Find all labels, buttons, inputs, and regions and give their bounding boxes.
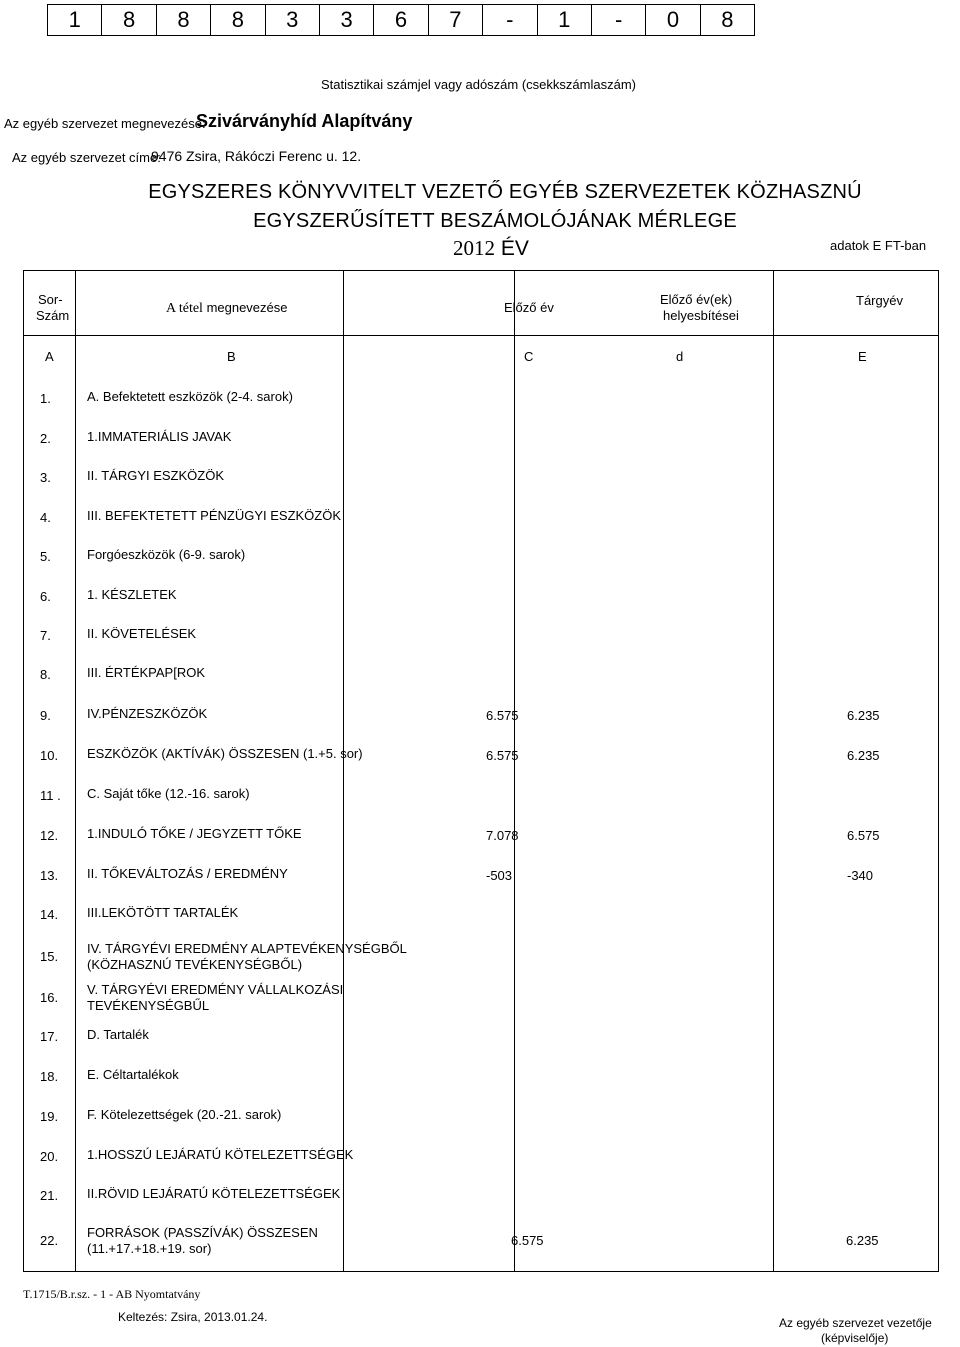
header-corr-top: Előző év(ek) — [660, 292, 733, 307]
row-number: 16. — [40, 990, 59, 1005]
dated: Keltezés: Zsira, 2013.01.24. — [118, 1310, 268, 1324]
header-sor-bottom: Szám — [36, 308, 70, 323]
tax-digit-box: 1 — [68, 7, 81, 32]
prev-year-value: -503 — [486, 868, 513, 883]
row-label: ESZKÖZÖK (AKTÍVÁK) ÖSSZESEN (1.+5. sor) — [87, 746, 363, 761]
header-prev-year: Előző év — [504, 300, 554, 315]
row-number: 1. — [40, 391, 51, 406]
prev-year-value: 6.575 — [486, 708, 519, 723]
row-label: V. TÁRGYÉVI EREDMÉNY VÁLLALKOZÁSI — [87, 982, 344, 997]
tax-digit-box: 7 — [428, 5, 482, 35]
header-sor-top: Sor- — [38, 292, 63, 307]
row-number: 2. — [40, 431, 51, 446]
row-number: 4. — [40, 510, 51, 525]
row-label: III.LEKÖTÖTT TARTALÉK — [87, 905, 239, 920]
row-label: D. Tartalék — [87, 1027, 149, 1042]
row-label: 1.INDULÓ TŐKE / JEGYZETT TŐKE — [87, 826, 302, 841]
tax-digit-box: 6 — [373, 5, 427, 35]
letter-d: d — [676, 349, 684, 364]
header-item-name — [166, 300, 288, 317]
form-code: T.1715/B.r.sz. - 1 - AB Nyomtatvány — [23, 1287, 201, 1301]
tax-digit-box: 8 — [156, 5, 210, 35]
row-number: 19. — [40, 1109, 59, 1124]
row-number: 21. — [40, 1188, 59, 1203]
org-name-label: Az egyéb szervezet megnevezése: — [4, 116, 206, 131]
current-year-value: 6.575 — [847, 828, 880, 843]
prev-year-value: 6.575 — [511, 1233, 544, 1248]
row-label: A. Befektetett eszközök (2-4. sarok) — [87, 389, 293, 404]
row-number: 11 . — [40, 788, 61, 803]
units-note: adatok E FT-ban — [830, 238, 927, 253]
row-number: 18. — [40, 1069, 59, 1084]
year-suffix: ÉV — [500, 237, 529, 260]
tax-number-caption: Statisztikai számjel vagy adószám (csekkszámlaszám) — [321, 77, 636, 92]
letter-e: E — [858, 349, 867, 364]
header-item-name-a: A tétel — [166, 301, 203, 316]
row-number: 12. — [40, 828, 59, 843]
row-label: IV. TÁRGYÉVI EREDMÉNY ALAPTEVÉKENYSÉGBŐL — [87, 941, 407, 956]
org-name-value: Szivárványhíd Alapítvány — [196, 111, 413, 131]
year-number: 2012 — [453, 236, 495, 260]
tax-digit-box: 3 — [319, 5, 373, 35]
row-label: II. KÖVETELÉSEK — [87, 626, 197, 641]
current-year-value: 6.235 — [846, 1233, 879, 1248]
row-number: 9. — [40, 708, 51, 723]
row-label: F. Kötelezettségek (20.-21. sarok) — [87, 1107, 282, 1122]
row-number: 10. — [40, 748, 59, 763]
org-address-value: 9476 Zsira, Rákóczi Ferenc u. 12. — [151, 148, 362, 164]
row-number: 13. — [40, 868, 59, 883]
row-label: III. ÉRTÉKPAP[ROK — [87, 665, 205, 680]
header-corr-bottom: helyesbítései — [663, 308, 739, 323]
tax-digit-box: 8 — [210, 5, 264, 35]
tax-digit-box: 3 — [265, 5, 319, 35]
balance-sheet-table — [23, 270, 939, 1272]
tax-digit-box: 8 — [700, 5, 754, 35]
current-year-value: 6.235 — [847, 748, 880, 763]
row-label: 1.HOSSZÚ LEJÁRATÚ KÖTELEZETTSÉGEK — [87, 1147, 354, 1162]
tax-digit-box: - — [591, 5, 645, 35]
tax-digit-box: - — [482, 5, 536, 35]
row-label: 1.IMMATERIÁLIS JAVAK — [87, 429, 232, 444]
row-number: 8. — [40, 667, 51, 682]
row-number: 14. — [40, 907, 59, 922]
row-label: E. Céltartalékok — [87, 1067, 179, 1082]
current-year-value: -340 — [847, 868, 874, 883]
header-current-year: Tárgyév — [856, 293, 903, 308]
letter-c: C — [524, 349, 534, 364]
row-number: 15. — [40, 949, 59, 964]
row-number: 3. — [40, 470, 51, 485]
row-number: 5. — [40, 549, 51, 564]
row-number: 7. — [40, 628, 51, 643]
header-item-name-b: megnevezése — [206, 300, 288, 315]
row-label: III. BEFEKTETETT PÉNZÜGYI ESZKÖZÖK — [87, 508, 342, 523]
row-number: 6. — [40, 589, 51, 604]
row-label: Forgóeszközök (6-9. sarok) — [87, 547, 246, 562]
letter-b: B — [227, 349, 236, 364]
row-number: 20. — [40, 1149, 59, 1164]
tax-digit-box: 1 — [537, 5, 591, 35]
current-year-value: 6.235 — [847, 708, 880, 723]
row-label: II.RÖVID LEJÁRATÚ KÖTELEZETTSÉGEK — [87, 1186, 341, 1201]
row-label-line2: (KÖZHASZNÚ TEVÉKENYSÉGBŐL) — [87, 957, 303, 972]
prev-year-value: 6.575 — [486, 748, 519, 763]
row-label-line2: TEVÉKENYSÉGBŰL — [87, 998, 210, 1013]
row-label: II. TŐKEVÁLTOZÁS / EREDMÉNY — [87, 866, 288, 881]
tax-number-boxes — [47, 4, 755, 36]
row-label-line2: (11.+17.+18.+19. sor) — [87, 1241, 212, 1256]
org-address-label: Az egyéb szervezet címe: — [12, 150, 161, 165]
signer-line1: Az egyéb szervezet vezetője — [779, 1316, 932, 1330]
tax-digit-box: 8 — [101, 5, 155, 35]
row-number: 22. — [40, 1233, 59, 1248]
row-label: 1. KÉSZLETEK — [87, 587, 177, 602]
row-label: II. TÁRGYI ESZKÖZÖK — [87, 468, 225, 483]
row-label: C. Saját tőke (12.-16. sarok) — [87, 786, 250, 801]
doc-title-line2: EGYSZERŰSÍTETT BESZÁMOLÓJÁNAK MÉRLEGE — [253, 210, 737, 232]
doc-title-line1: EGYSZERES KÖNYVVITELT VEZETŐ EGYÉB SZERVEZETEK KÖZHASZNÚ — [148, 181, 862, 203]
row-number: 17. — [40, 1029, 59, 1044]
doc-year — [453, 236, 529, 261]
tax-digit-box: 0 — [645, 5, 699, 35]
row-label: FORRÁSOK (PASSZÍVÁK) ÖSSZESEN — [87, 1225, 318, 1240]
signer-line2: (képviselője) — [821, 1331, 889, 1345]
letter-a: A — [45, 349, 54, 364]
prev-year-value: 7.078 — [486, 828, 519, 843]
row-label: IV.PÉNZESZKÖZÖK — [87, 706, 208, 721]
